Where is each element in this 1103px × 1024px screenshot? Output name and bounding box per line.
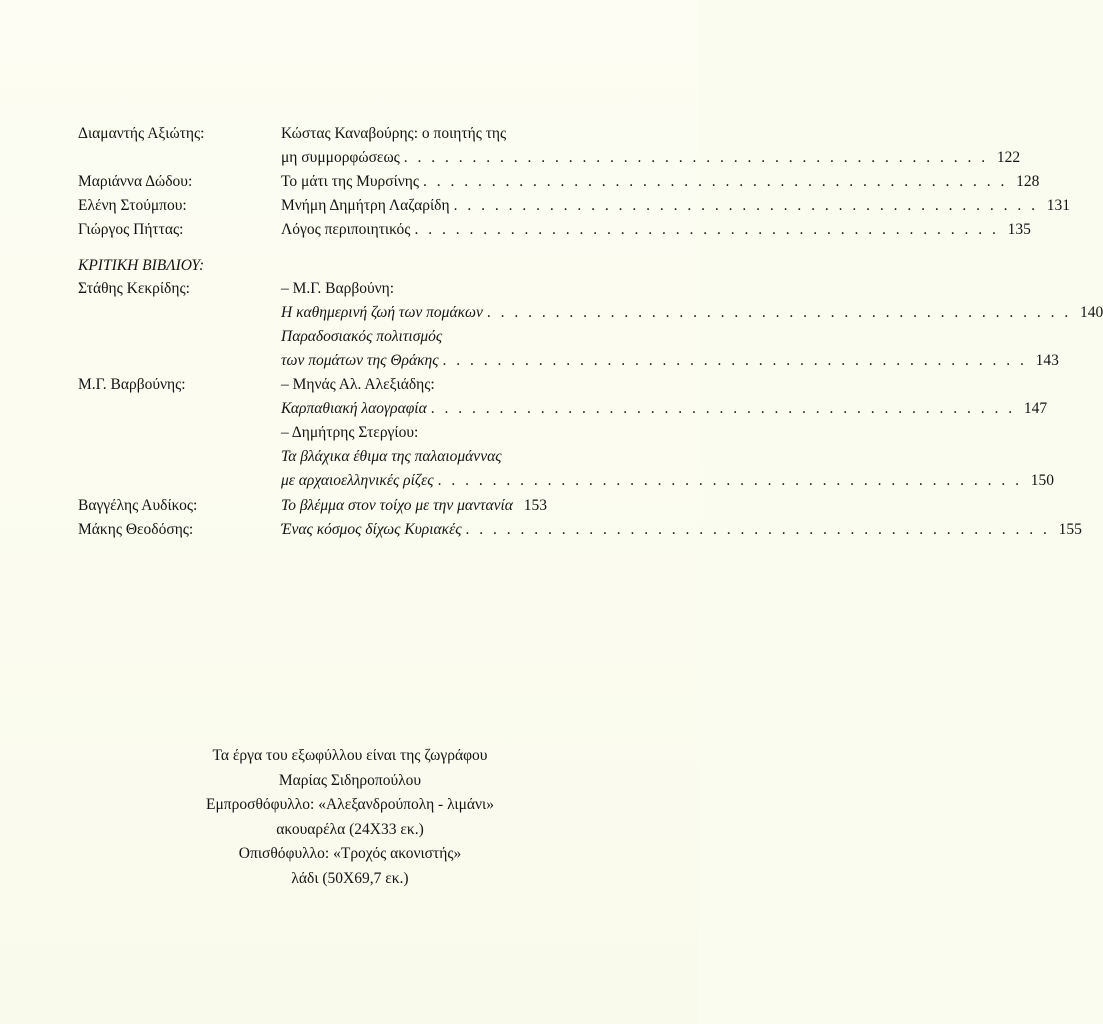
toc-title: Τα βλάχικα έθιμα της παλαιομάννας bbox=[281, 448, 502, 465]
toc-row bbox=[0, 146, 1021, 170]
bleed-through-header bbox=[200, 66, 530, 106]
toc-row bbox=[0, 325, 698, 349]
toc-title: Η καθημερινή ζωή των πομάκων bbox=[281, 304, 483, 321]
toc-title: Καρπαθιακή λαογραφία bbox=[281, 400, 427, 417]
toc-row bbox=[0, 494, 698, 518]
toc-page-number: 150 bbox=[1030, 472, 1054, 489]
toc-page-number: 128 bbox=[1016, 173, 1040, 190]
toc-entry bbox=[281, 445, 620, 469]
toc-title: – Μηνάς Αλ. Αλεξιάδης: bbox=[281, 376, 435, 393]
toc-entry bbox=[281, 397, 1048, 421]
toc-entry bbox=[281, 170, 1040, 194]
toc-author: Γιώργος Πήττας: bbox=[78, 221, 184, 238]
toc-title: των πομάτων της Θράκης bbox=[281, 352, 439, 369]
toc-row bbox=[0, 445, 698, 469]
toc-author: Βαγγέλης Αυδίκος: bbox=[78, 497, 198, 514]
toc-page-number: 135 bbox=[1007, 221, 1031, 238]
toc-title: με αρχαιοελληνικές ρίζες bbox=[281, 472, 434, 489]
toc-row bbox=[0, 218, 1031, 242]
dot-leader: . . . . . . . . . . . . . . . . . . . . . . . . . . . . . . . . . . . . . . . . . . . bbox=[430, 400, 1016, 417]
toc-page-number: 131 bbox=[1046, 197, 1070, 214]
credit-line: Μαρίας Σιδηροπούλου bbox=[278, 771, 422, 789]
toc-row bbox=[0, 277, 698, 301]
credit-line: Οπισθόφυλλο: «Τροχός ακονιστής» bbox=[238, 845, 462, 862]
toc-title: Κώστας Καναβούρης: ο ποιητής της bbox=[281, 125, 507, 142]
dot-leader: . . . . . . . . . . . . . . . . . . . . . . . . . . . . . . . . . . . . . . . . . . . bbox=[465, 521, 1050, 538]
toc-row bbox=[0, 170, 1040, 194]
dot-leader: . . . . . . . . . . . . . . . . . . . . . . . . . . . . . . . . . . . . . . . . . . . bbox=[486, 304, 1072, 321]
toc-title: – Δημήτρης Στεργίου: bbox=[281, 424, 419, 441]
dot-leader: . . . . . . . . . . . . . . . . . . . . . . . . . . . . . . . . . . . . . . . . . . . bbox=[437, 472, 1022, 489]
toc-row bbox=[0, 469, 1054, 493]
toc-page-number: 140 bbox=[1080, 304, 1103, 321]
toc-author: Μαριάννα Δώδου: bbox=[78, 173, 193, 190]
toc-page-number: 155 bbox=[1058, 521, 1082, 538]
dot-leader: . . . . . . . . . . . . . . . . . . . . . . . . . . . . . . . . . . . . . . . . . . . bbox=[442, 352, 1027, 369]
toc-entry bbox=[281, 518, 1082, 542]
credit-line: Εμπροσθόφυλλο: «Αλεξανδρούπολη - λιμάνι» bbox=[206, 796, 494, 813]
toc-row bbox=[0, 301, 1103, 325]
toc-title: μη συμμορφώσεως bbox=[281, 149, 400, 166]
toc-page-number: 153 bbox=[523, 497, 547, 514]
toc-title: – Μ.Γ. Βαρβούνη: bbox=[281, 280, 395, 297]
toc-entry bbox=[281, 325, 620, 349]
toc-row bbox=[0, 518, 1082, 542]
toc-entry bbox=[281, 349, 1059, 373]
toc-page-number: 122 bbox=[996, 149, 1021, 166]
toc-author: Διαμαντής Αξιώτης: bbox=[78, 125, 205, 142]
toc-author: Μ.Γ. Βαρβούνης: bbox=[78, 376, 186, 393]
toc-page-number: 147 bbox=[1023, 400, 1048, 417]
toc-entry bbox=[281, 194, 1070, 218]
toc-entry bbox=[281, 277, 620, 301]
toc-row bbox=[0, 397, 1048, 421]
toc-entry bbox=[281, 421, 620, 445]
dot-leader: . . . . . . . . . . . . . . . . . . . . . . . . . . . . . . . . . . . . . . . . . . . bbox=[453, 197, 1038, 214]
toc-title: Λόγος περιποιητικός bbox=[281, 221, 411, 238]
toc-row bbox=[0, 122, 698, 146]
toc-row bbox=[0, 421, 698, 445]
toc-entry bbox=[281, 494, 626, 518]
credit-line: λάδι (50Χ69,7 εκ.) bbox=[291, 869, 409, 887]
toc-page-number: 143 bbox=[1035, 352, 1059, 369]
section-heading: ΚΡΙΤΙΚΗ ΒΙΒΛΙΟΥ: bbox=[78, 257, 205, 274]
toc-row bbox=[0, 349, 1059, 373]
toc-title: Το βλέμμα στον τοίχο με την μαντανία bbox=[281, 497, 513, 514]
toc-row bbox=[0, 194, 1070, 218]
dot-leader: . . . . . . . . . . . . . . . . . . . . . . . . . . . . . . . . . . . . . . . . . . . bbox=[423, 173, 1008, 190]
toc-entry bbox=[281, 146, 1021, 170]
toc-entry bbox=[281, 469, 1054, 493]
toc-title: Μνήμη Δημήτρη Λαζαρίδη bbox=[281, 197, 450, 214]
toc-row bbox=[0, 373, 698, 397]
toc-title: Παραδοσιακός πολιτισμός bbox=[281, 328, 443, 345]
toc-title: Το μάτι της Μυρσίνης bbox=[281, 173, 420, 190]
toc-title: Ένας κόσμος δίχως Κυριακές bbox=[281, 521, 462, 538]
dot-leader: . . . . . . . . . . . . . . . . . . . . . . . . . . . . . . . . . . . . . . . . . . . bbox=[414, 221, 999, 238]
toc-author: Στάθης Κεκρίδης: bbox=[78, 280, 190, 297]
toc-entry bbox=[281, 301, 1103, 325]
toc-entry bbox=[281, 218, 1031, 242]
toc-author: Μάκης Θεοδόσης: bbox=[78, 521, 194, 538]
credit-line: ακουαρέλα (24Χ33 εκ.) bbox=[276, 820, 424, 838]
toc-entry bbox=[281, 373, 620, 397]
dot-leader: . . . . . . . . . . . . . . . . . . . . . . . . . . . . . . . . . . . . . . . . . . . bbox=[403, 149, 989, 166]
cover-credits bbox=[100, 744, 600, 891]
toc-author: Ελένη Στούμπου: bbox=[78, 197, 187, 214]
toc-entry bbox=[281, 122, 620, 146]
credit-line: Τα έργα του εξωφύλλου είναι της ζωγράφου bbox=[212, 747, 488, 764]
